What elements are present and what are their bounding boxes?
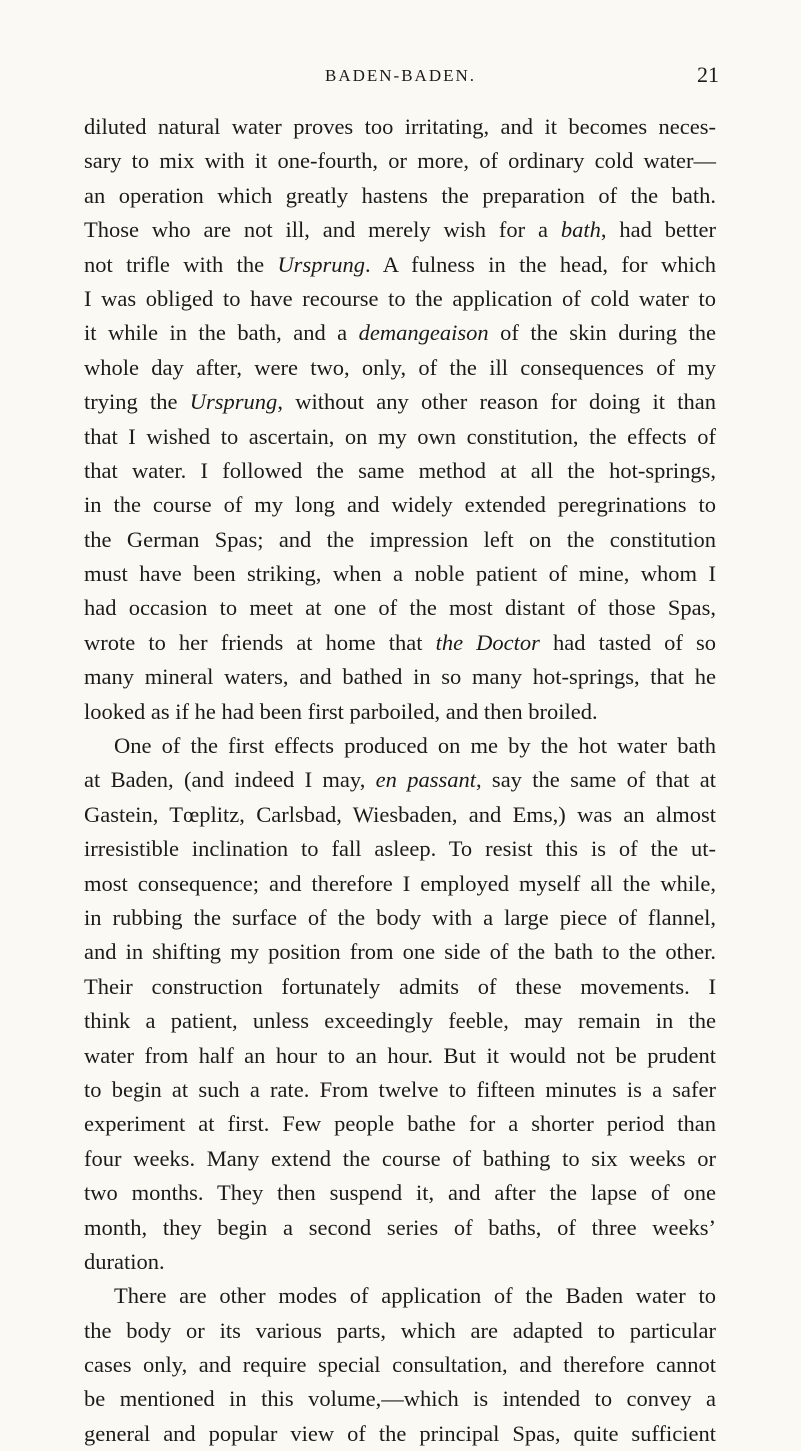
text-segment: whole day after, were two, only, of the ill consequences of my — [84, 354, 716, 380]
italic-text: en passant — [375, 767, 476, 793]
text-segment: Their construction fortunately admits of these movements. I — [84, 973, 716, 999]
text-segment: Gastein, Tœplitz, Carlsbad, Wiesbaden, and Ems,) was an almost — [84, 801, 716, 827]
italic-text: the Doctor — [435, 629, 540, 655]
text-segment: to begin at such a rate. From twelve to fifteen minutes is a safer — [84, 1076, 716, 1102]
text-line — [84, 1348, 716, 1382]
text-segment: experiment at first. Few people bathe for a shorter period than — [84, 1111, 716, 1137]
text-line — [84, 110, 716, 144]
text-segment: and in shifting my position from one side of the bath to the other. — [84, 939, 716, 965]
text-line — [84, 523, 716, 557]
text-segment: four weeks. Many extend the course of bathing to six weeks or — [84, 1145, 716, 1171]
text-segment: duration. — [84, 1248, 165, 1274]
text-segment: diluted natural water proves too irritating, and it becomes neces- — [84, 114, 716, 139]
text-line — [84, 248, 716, 282]
text-line — [84, 729, 716, 763]
text-line — [84, 660, 716, 694]
text-segment: . A fulness in the head, for which — [364, 251, 716, 277]
text-line — [84, 316, 716, 350]
text-segment: must have been striking, when a noble patient of mine, whom I — [84, 561, 716, 587]
italic-text: demangeaison — [358, 320, 489, 346]
text-line — [84, 695, 716, 729]
text-line — [84, 179, 716, 213]
text-segment: be mentioned in this volume,—which is intended to convey a — [84, 1386, 716, 1412]
text-line — [84, 1211, 716, 1245]
text-segment: There are other modes of application of the Baden water to — [114, 1283, 716, 1309]
text-line — [84, 901, 716, 935]
italic-text: bath — [560, 217, 601, 243]
running-title: BADEN-BADEN. — [324, 66, 477, 85]
italic-text: Ursprung — [277, 251, 365, 277]
page-number: 21 — [697, 62, 719, 87]
text-line — [84, 1073, 716, 1107]
text-line — [84, 1142, 716, 1176]
text-segment: an operation which greatly hastens the preparation of the bath. — [84, 182, 716, 208]
text-line — [84, 1107, 716, 1141]
text-segment: had tasted of so — [539, 629, 717, 655]
text-line — [84, 832, 716, 866]
text-segment: in rubbing the surface of the body with a large piece of flannel, — [84, 904, 716, 930]
text-segment: the German Spas; and the impression left on the constitution — [84, 526, 716, 552]
text-segment: cases only, and require special consultation, and therefore cannot — [84, 1352, 716, 1378]
text-line — [84, 867, 716, 901]
text-segment: sary to mix with it one-fourth, or more, of ordinary cold water— — [84, 148, 716, 174]
italic-text: Ursprung — [189, 389, 278, 415]
text-segment: at Baden, (and indeed I may, — [84, 767, 376, 793]
text-segment: many mineral waters, and bathed in so many hot-springs, that he — [84, 664, 716, 690]
text-segment: it while in the bath, and a — [84, 320, 359, 346]
text-segment: that water. I followed the same method at all the hot-springs, — [84, 457, 716, 483]
text-segment: water from half an hour to an hour. But it would not be prudent — [84, 1042, 716, 1068]
text-segment: , had better — [600, 217, 716, 243]
text-line — [84, 1245, 716, 1279]
text-line — [84, 557, 716, 591]
text-line — [84, 1039, 716, 1073]
text-line — [84, 1382, 716, 1416]
text-segment: , without any other reason for doing it than — [277, 389, 717, 415]
text-line — [84, 970, 716, 1004]
text-line — [84, 1314, 716, 1348]
text-line — [84, 351, 716, 385]
text-line — [84, 626, 716, 660]
text-segment: two months. They then suspend it, and after the lapse of one — [84, 1180, 716, 1206]
text-segment: looked as if he had been first parboiled, and then broiled. — [84, 698, 598, 724]
text-segment: of the skin during the — [488, 320, 716, 346]
text-segment: not trifle with the — [84, 251, 278, 277]
text-line — [84, 591, 716, 625]
text-line — [84, 385, 716, 419]
text-line — [84, 1004, 716, 1038]
body-text — [84, 110, 716, 1451]
text-segment: the body or its various parts, which are adapted to particular — [84, 1317, 716, 1343]
text-segment: had occasion to meet at one of the most distant of those Spas, — [84, 595, 716, 621]
text-segment: month, they begin a second series of baths, of three weeks’ — [84, 1214, 716, 1240]
text-segment: think a patient, unless exceedingly feeble, may remain in the — [84, 1008, 716, 1034]
text-segment: , say the same of that at — [475, 767, 716, 793]
text-segment: trying the — [84, 389, 190, 415]
text-segment: One of the first effects produced on me by the hot water bath — [114, 733, 716, 759]
text-segment: general and popular view of the principal Spas, quite sufficient — [84, 1420, 716, 1446]
text-line — [84, 763, 716, 797]
text-line — [84, 1176, 716, 1210]
text-line — [84, 935, 716, 969]
text-line — [84, 1417, 716, 1451]
text-line — [84, 488, 716, 522]
text-line — [84, 454, 716, 488]
text-segment: that I wished to ascertain, on my own constitution, the effects of — [84, 423, 716, 449]
text-line — [84, 798, 716, 832]
text-line — [84, 144, 716, 178]
text-segment: I was obliged to have recourse to the application of cold water to — [84, 285, 716, 311]
text-segment: wrote to her friends at home that — [84, 629, 436, 655]
text-line — [84, 282, 716, 316]
text-segment: in the course of my long and widely extended peregrinations to — [84, 492, 716, 518]
text-line — [84, 213, 716, 247]
text-line — [84, 420, 716, 454]
text-segment: Those who are not ill, and merely wish for a — [84, 217, 561, 243]
running-head — [0, 62, 801, 92]
text-segment: most consequence; and therefore I employed myself all the while, — [84, 870, 716, 896]
text-segment: irresistible inclination to fall asleep. To resist this is of the ut- — [84, 836, 716, 862]
text-line — [84, 1279, 716, 1313]
